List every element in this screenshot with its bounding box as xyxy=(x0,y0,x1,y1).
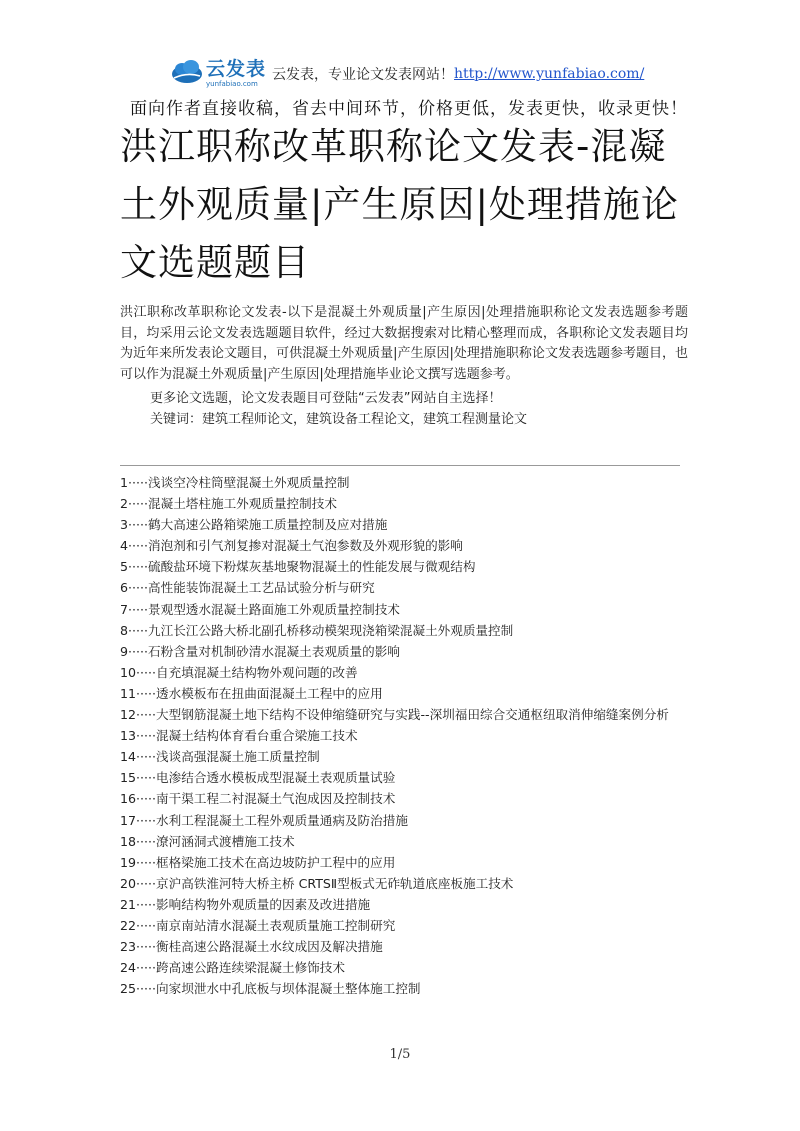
header-slogan: 云发表，专业论文发表网站！ xyxy=(272,67,455,83)
topic-item: 3·····鹤大高速公路箱梁施工质量控制及应对措施 xyxy=(120,517,388,533)
topic-item: 13·····混凝土结构体育看台重合梁施工技术 xyxy=(120,728,358,744)
keywords-line: 关键词：建筑工程师论文，建筑设备工程论文，建筑工程测量论文 xyxy=(150,412,528,427)
topic-item: 8·····九江长江公路大桥北副孔桥移动模架现浇箱梁混凝土外观质量控制 xyxy=(120,622,514,638)
logo-wordmark xyxy=(206,60,266,88)
yunfabiao-logo[interactable] xyxy=(170,58,266,90)
topic-item: 14·····浅谈高强混凝土施工质量控制 xyxy=(120,749,320,765)
header-brand-row xyxy=(170,56,644,92)
more-topics-note: 更多论文选题，论文发表题目可登陆“云发表”网站自主选择！ xyxy=(150,391,502,406)
topic-item: 5·····硫酸盐环境下粉煤灰基地聚物混凝土的性能发展与微观结构 xyxy=(120,559,476,575)
topic-item: 15·····电渗结合透水模板成型混凝土表观质量试验 xyxy=(120,770,396,786)
topic-item: 20·····京沪高铁淮河特大桥主桥 CRTSⅡ型板式无砟轨道底座板施工技术 xyxy=(120,875,514,891)
topic-item: 11·····透水模板布在扭曲面混凝土工程中的应用 xyxy=(120,685,383,701)
topic-item: 4·····消泡剂和引气剂复掺对混凝土气泡参数及外观形貌的影响 xyxy=(120,538,463,554)
section-divider xyxy=(120,465,680,466)
topic-item: 7·····景观型透水混凝土路面施工外观质量控制技术 xyxy=(120,601,400,617)
topic-item: 10·····自充填混凝土结构物外观问题的改善 xyxy=(120,664,358,680)
topic-item: 25·····向家坝泄水中孔底板与坝体混凝土整体施工控制 xyxy=(120,981,421,997)
topic-item: 22·····南京南站清水混凝土表观质量施工控制研究 xyxy=(120,917,396,933)
topic-item: 6·····高性能装饰混凝土工艺品试验分析与研究 xyxy=(120,580,375,596)
topic-item: 19·····框格梁施工技术在高边坡防护工程中的应用 xyxy=(120,854,396,870)
topic-item: 2·····混凝土塔柱施工外观质量控制技术 xyxy=(120,496,337,512)
document-title: 洪江职称改革职称论文发表-混凝土外观质量|产生原因|处理措施论文选题题目 xyxy=(120,125,679,284)
topic-item: 12·····大型钢筋混凝土地下结构不设伸缩缝研究与实践--深圳福田综合交通枢纽取消伸缩缝案例分析 xyxy=(120,707,669,723)
topic-item: 9·····石粉含量对机制砂清水混凝土表观质量的影响 xyxy=(120,643,400,659)
topic-item: 18·····潦河涵洞式渡槽施工技术 xyxy=(120,833,295,849)
topic-list xyxy=(120,472,685,999)
document-intro: 洪江职称改革职称论文发表-以下是混凝土外观质量|产生原因|处理措施职称论文发表选题参考题目，均采用云论文发表选题题目软件，经过大数据搜索对比精心整理而成，各职称论文发表题目均为近年来所发表论文题目，可供混凝土外观质量|产生原因|处理措施职称论文发表选题参考题目，也可以作为混凝土外观质量|产生原因|处理措施毕业论文撰写选题参考。 xyxy=(120,305,688,382)
logo-subtext: yunfabiao.com xyxy=(206,80,258,88)
topic-item: 1·····浅谈空冷柱筒壁混凝土外观质量控制 xyxy=(120,475,350,490)
site-url-link[interactable]: http://www.yunfabiao.com/ xyxy=(454,66,645,82)
topic-item: 23·····衡桂高速公路混凝土水纹成因及解决措施 xyxy=(120,939,383,955)
cloud-icon xyxy=(170,58,204,90)
topic-item: 16·····南干渠工程二衬混凝土气泡成因及控制技术 xyxy=(120,791,396,807)
logo-text: 云发表 xyxy=(206,58,267,80)
topic-item: 24·····跨高速公路连续梁混凝土修饰技术 xyxy=(120,960,345,976)
header-tagline: 面向作者直接收稿，省去中间环节，价格更低，发表更快，收录更快！ xyxy=(130,99,688,119)
topic-item: 17·····水利工程混凝土工程外观质量通病及防治措施 xyxy=(120,812,408,828)
topic-item: 21·····影响结构物外观质量的因素及改进措施 xyxy=(120,896,371,912)
page-number: 1/5 xyxy=(389,1047,411,1062)
